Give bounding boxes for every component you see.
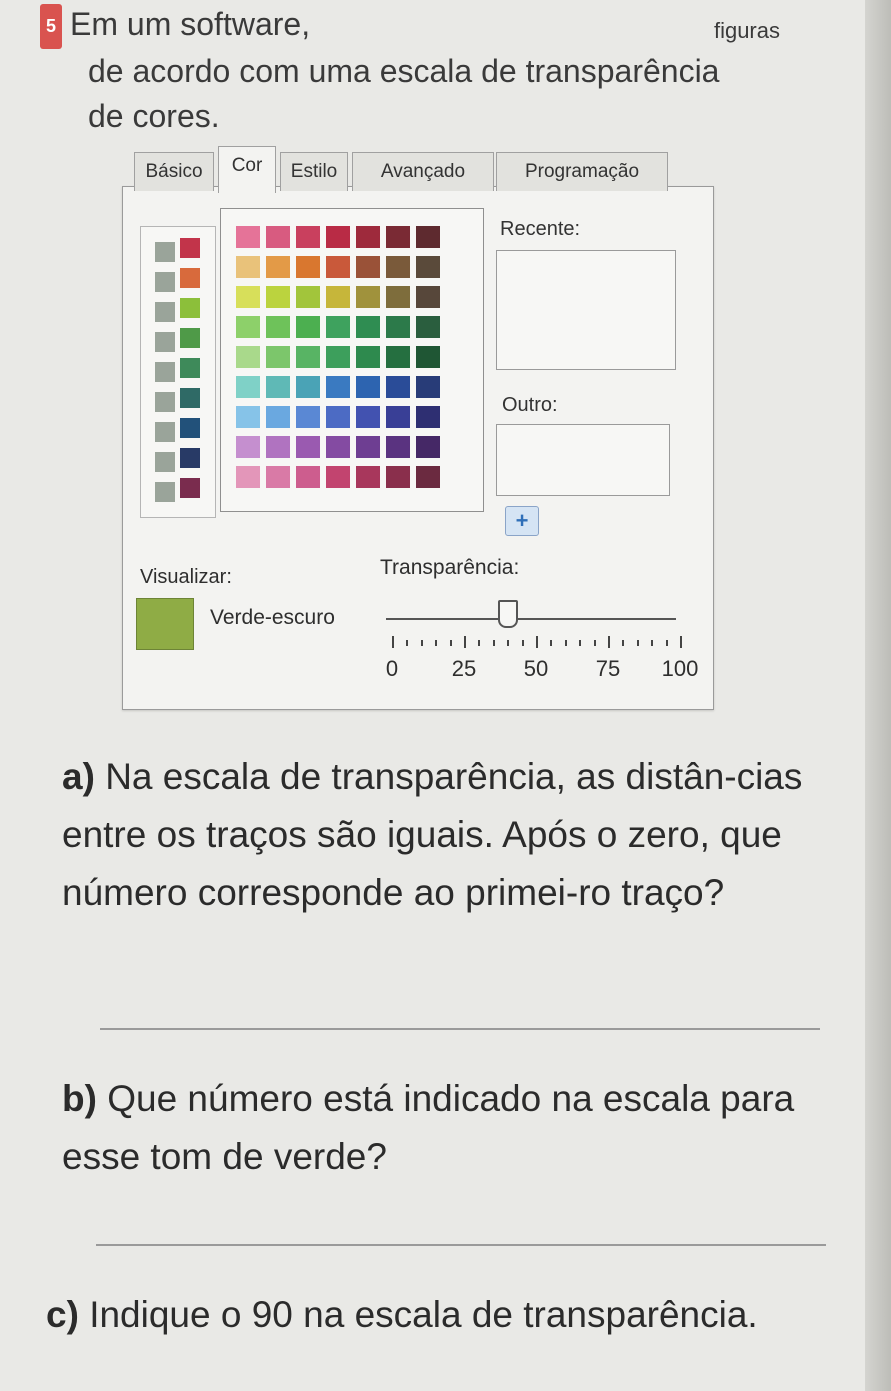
question-b xyxy=(62,1070,832,1186)
tab-programacao-label: Programação xyxy=(524,161,640,182)
color-grid-swatch[interactable] xyxy=(416,406,440,428)
color-grid-swatch[interactable] xyxy=(296,406,320,428)
intro-text xyxy=(40,2,840,139)
tab-cor-label: Cor xyxy=(231,155,263,176)
intro-line-3: de cores. xyxy=(88,98,220,135)
add-color-button[interactable] xyxy=(505,506,539,536)
color-grid-swatch[interactable] xyxy=(356,406,380,428)
color-grid-swatch[interactable] xyxy=(236,316,260,338)
color-grid-swatch[interactable] xyxy=(326,406,350,428)
scale-tick-label: 0 xyxy=(385,656,399,681)
scale-tick-label: 50 xyxy=(523,656,549,681)
scale-minor-tick xyxy=(421,640,423,646)
base-palette xyxy=(140,226,216,518)
base-palette-swatch[interactable] xyxy=(180,268,200,288)
color-name: Verde-escuro xyxy=(210,606,335,629)
base-palette-shade[interactable] xyxy=(155,422,175,442)
question-c xyxy=(46,1286,816,1344)
preview-swatch xyxy=(136,598,194,650)
scale-major-tick xyxy=(464,636,466,648)
transparency-slider-thumb[interactable] xyxy=(498,600,518,628)
scale-tick-label: 100 xyxy=(661,656,699,681)
intro-line-2: de acordo com uma escala de transparência xyxy=(88,53,720,90)
transparency-label: Transparência: xyxy=(380,556,520,579)
color-grid-swatch[interactable] xyxy=(386,316,410,338)
base-palette-swatch[interactable] xyxy=(180,328,200,348)
color-grid-swatch[interactable] xyxy=(386,466,410,488)
color-grid-swatch[interactable] xyxy=(236,406,260,428)
color-grid-swatch[interactable] xyxy=(326,316,350,338)
tab-programacao[interactable] xyxy=(496,152,668,191)
scale-minor-tick xyxy=(522,640,524,646)
tab-avancado-label: Avançado xyxy=(380,161,466,182)
scale-minor-tick xyxy=(666,640,668,646)
base-palette-swatch[interactable] xyxy=(180,358,200,378)
scale-major-tick xyxy=(608,636,610,648)
color-grid-swatch[interactable] xyxy=(416,466,440,488)
page-edge xyxy=(865,0,891,1391)
color-grid-swatch[interactable] xyxy=(356,316,380,338)
base-palette-shade[interactable] xyxy=(155,272,175,292)
scale-minor-tick xyxy=(651,640,653,646)
color-grid-swatch[interactable] xyxy=(356,346,380,368)
color-grid-swatch[interactable] xyxy=(386,436,410,458)
scale-minor-tick xyxy=(406,640,408,646)
color-grid-swatch[interactable] xyxy=(356,256,380,278)
color-grid-swatch[interactable] xyxy=(266,316,290,338)
color-grid-swatch[interactable] xyxy=(356,436,380,458)
color-grid-swatch[interactable] xyxy=(296,256,320,278)
color-grid-swatch[interactable] xyxy=(296,316,320,338)
color-grid-swatch[interactable] xyxy=(326,346,350,368)
base-palette-shade[interactable] xyxy=(155,362,175,382)
base-palette-swatch[interactable] xyxy=(180,418,200,438)
color-grid-swatch[interactable] xyxy=(266,346,290,368)
scale-minor-tick xyxy=(435,640,437,646)
tab-avancado[interactable] xyxy=(352,152,494,191)
tab-basico-label: Básico xyxy=(145,161,203,182)
tab-estilo-label: Estilo xyxy=(290,161,338,182)
scale-minor-tick xyxy=(507,640,509,646)
transparency-slider-track[interactable] xyxy=(386,618,676,620)
base-palette-shade[interactable] xyxy=(155,482,175,502)
color-grid-swatch[interactable] xyxy=(266,376,290,398)
scale-major-tick xyxy=(392,636,394,648)
color-grid-swatch[interactable] xyxy=(236,256,260,278)
question-c-letter: c) xyxy=(46,1294,79,1335)
preview-label: Visualizar: xyxy=(140,566,232,588)
color-grid-swatch[interactable] xyxy=(236,466,260,488)
color-grid-swatch[interactable] xyxy=(356,376,380,398)
color-grid-swatch[interactable] xyxy=(296,286,320,308)
intro-line-1 xyxy=(40,2,840,49)
color-grid-swatch[interactable] xyxy=(326,376,350,398)
color-grid-swatch[interactable] xyxy=(386,286,410,308)
color-grid-swatch[interactable] xyxy=(386,256,410,278)
color-grid-swatch[interactable] xyxy=(266,286,290,308)
tab-cor[interactable] xyxy=(218,146,276,193)
tab-estilo[interactable] xyxy=(280,152,348,191)
color-grid-swatch[interactable] xyxy=(296,466,320,488)
color-grid-swatch[interactable] xyxy=(386,226,410,248)
base-palette-swatch[interactable] xyxy=(180,388,200,408)
recent-colors-box xyxy=(496,250,676,370)
scale-major-tick xyxy=(536,636,538,648)
question-a-text: Na escala de transparência, as distân-cias entre os traços são iguais. Após o zero, que número corresponde ao primei-ro traço? xyxy=(62,756,803,913)
color-grid-swatch[interactable] xyxy=(416,286,440,308)
color-grid-swatch[interactable] xyxy=(326,436,350,458)
base-palette-shade[interactable] xyxy=(155,242,175,262)
question-b-text: Que número está indicado na escala para esse tom de verde? xyxy=(62,1078,795,1177)
base-palette-shade[interactable] xyxy=(155,302,175,322)
scale-minor-tick xyxy=(594,640,596,646)
color-grid-swatch[interactable] xyxy=(236,346,260,368)
scale-minor-tick xyxy=(637,640,639,646)
tab-basico[interactable] xyxy=(134,152,214,191)
intro-line-1-tail: figuras xyxy=(713,18,780,43)
color-grid-swatch[interactable] xyxy=(326,226,350,248)
question-b-letter: b) xyxy=(62,1078,97,1119)
color-grid-swatch[interactable] xyxy=(236,286,260,308)
base-palette-swatch[interactable] xyxy=(180,448,200,468)
color-grid-swatch[interactable] xyxy=(296,436,320,458)
base-palette-swatch[interactable] xyxy=(180,478,200,498)
intro-line-1-text: Em um software, xyxy=(70,6,311,42)
base-palette-shade[interactable] xyxy=(155,392,175,412)
color-grid-swatch[interactable] xyxy=(416,316,440,338)
color-grid-swatch[interactable] xyxy=(266,226,290,248)
base-palette-shade[interactable] xyxy=(155,332,175,352)
plus-icon: + xyxy=(515,508,529,533)
answer-line-b[interactable] xyxy=(96,1244,826,1246)
base-palette-swatch[interactable] xyxy=(180,238,200,258)
scale-tick-label: 75 xyxy=(595,656,621,681)
color-grid-swatch[interactable] xyxy=(296,376,320,398)
answer-line-a[interactable] xyxy=(100,1028,820,1030)
color-grid-swatch[interactable] xyxy=(356,286,380,308)
color-grid-swatch[interactable] xyxy=(386,346,410,368)
color-grid-swatch[interactable] xyxy=(416,256,440,278)
question-a xyxy=(62,748,832,922)
color-grid-swatch[interactable] xyxy=(326,466,350,488)
other-label: Outro: xyxy=(502,394,558,416)
color-grid-swatch[interactable] xyxy=(266,436,290,458)
base-palette-shade[interactable] xyxy=(155,452,175,472)
color-grid-swatch[interactable] xyxy=(356,226,380,248)
color-grid-swatch[interactable] xyxy=(236,436,260,458)
color-grid-swatch[interactable] xyxy=(296,226,320,248)
scale-major-tick xyxy=(680,636,682,648)
scale-tick-label: 25 xyxy=(451,656,477,681)
scale-minor-tick xyxy=(622,640,624,646)
color-grid-swatch[interactable] xyxy=(326,286,350,308)
base-palette-swatch[interactable] xyxy=(180,298,200,318)
color-grid-swatch[interactable] xyxy=(326,256,350,278)
color-grid-swatch[interactable] xyxy=(416,226,440,248)
color-grid-swatch[interactable] xyxy=(416,346,440,368)
scale-minor-tick xyxy=(450,640,452,646)
color-grid-swatch[interactable] xyxy=(386,376,410,398)
color-grid-swatch[interactable] xyxy=(266,256,290,278)
color-grid-swatch[interactable] xyxy=(356,466,380,488)
recent-label: Recente: xyxy=(500,218,581,240)
question-number-badge: 5 xyxy=(40,4,62,49)
question-a-letter: a) xyxy=(62,756,95,797)
color-grid-swatch[interactable] xyxy=(296,346,320,368)
scale-minor-tick xyxy=(579,640,581,646)
scale-minor-tick xyxy=(493,640,495,646)
color-grid-swatch[interactable] xyxy=(266,406,290,428)
color-grid-swatch[interactable] xyxy=(266,466,290,488)
scale-minor-tick xyxy=(565,640,567,646)
other-colors-box xyxy=(496,424,670,496)
color-grid-swatch[interactable] xyxy=(236,376,260,398)
color-grid-swatch[interactable] xyxy=(236,226,260,248)
color-grid-swatch[interactable] xyxy=(386,406,410,428)
color-grid-swatch[interactable] xyxy=(416,376,440,398)
question-c-text: Indique o 90 na escala de transparência. xyxy=(89,1294,758,1335)
scale-minor-tick xyxy=(478,640,480,646)
scale-minor-tick xyxy=(550,640,552,646)
color-grid-swatch[interactable] xyxy=(416,436,440,458)
